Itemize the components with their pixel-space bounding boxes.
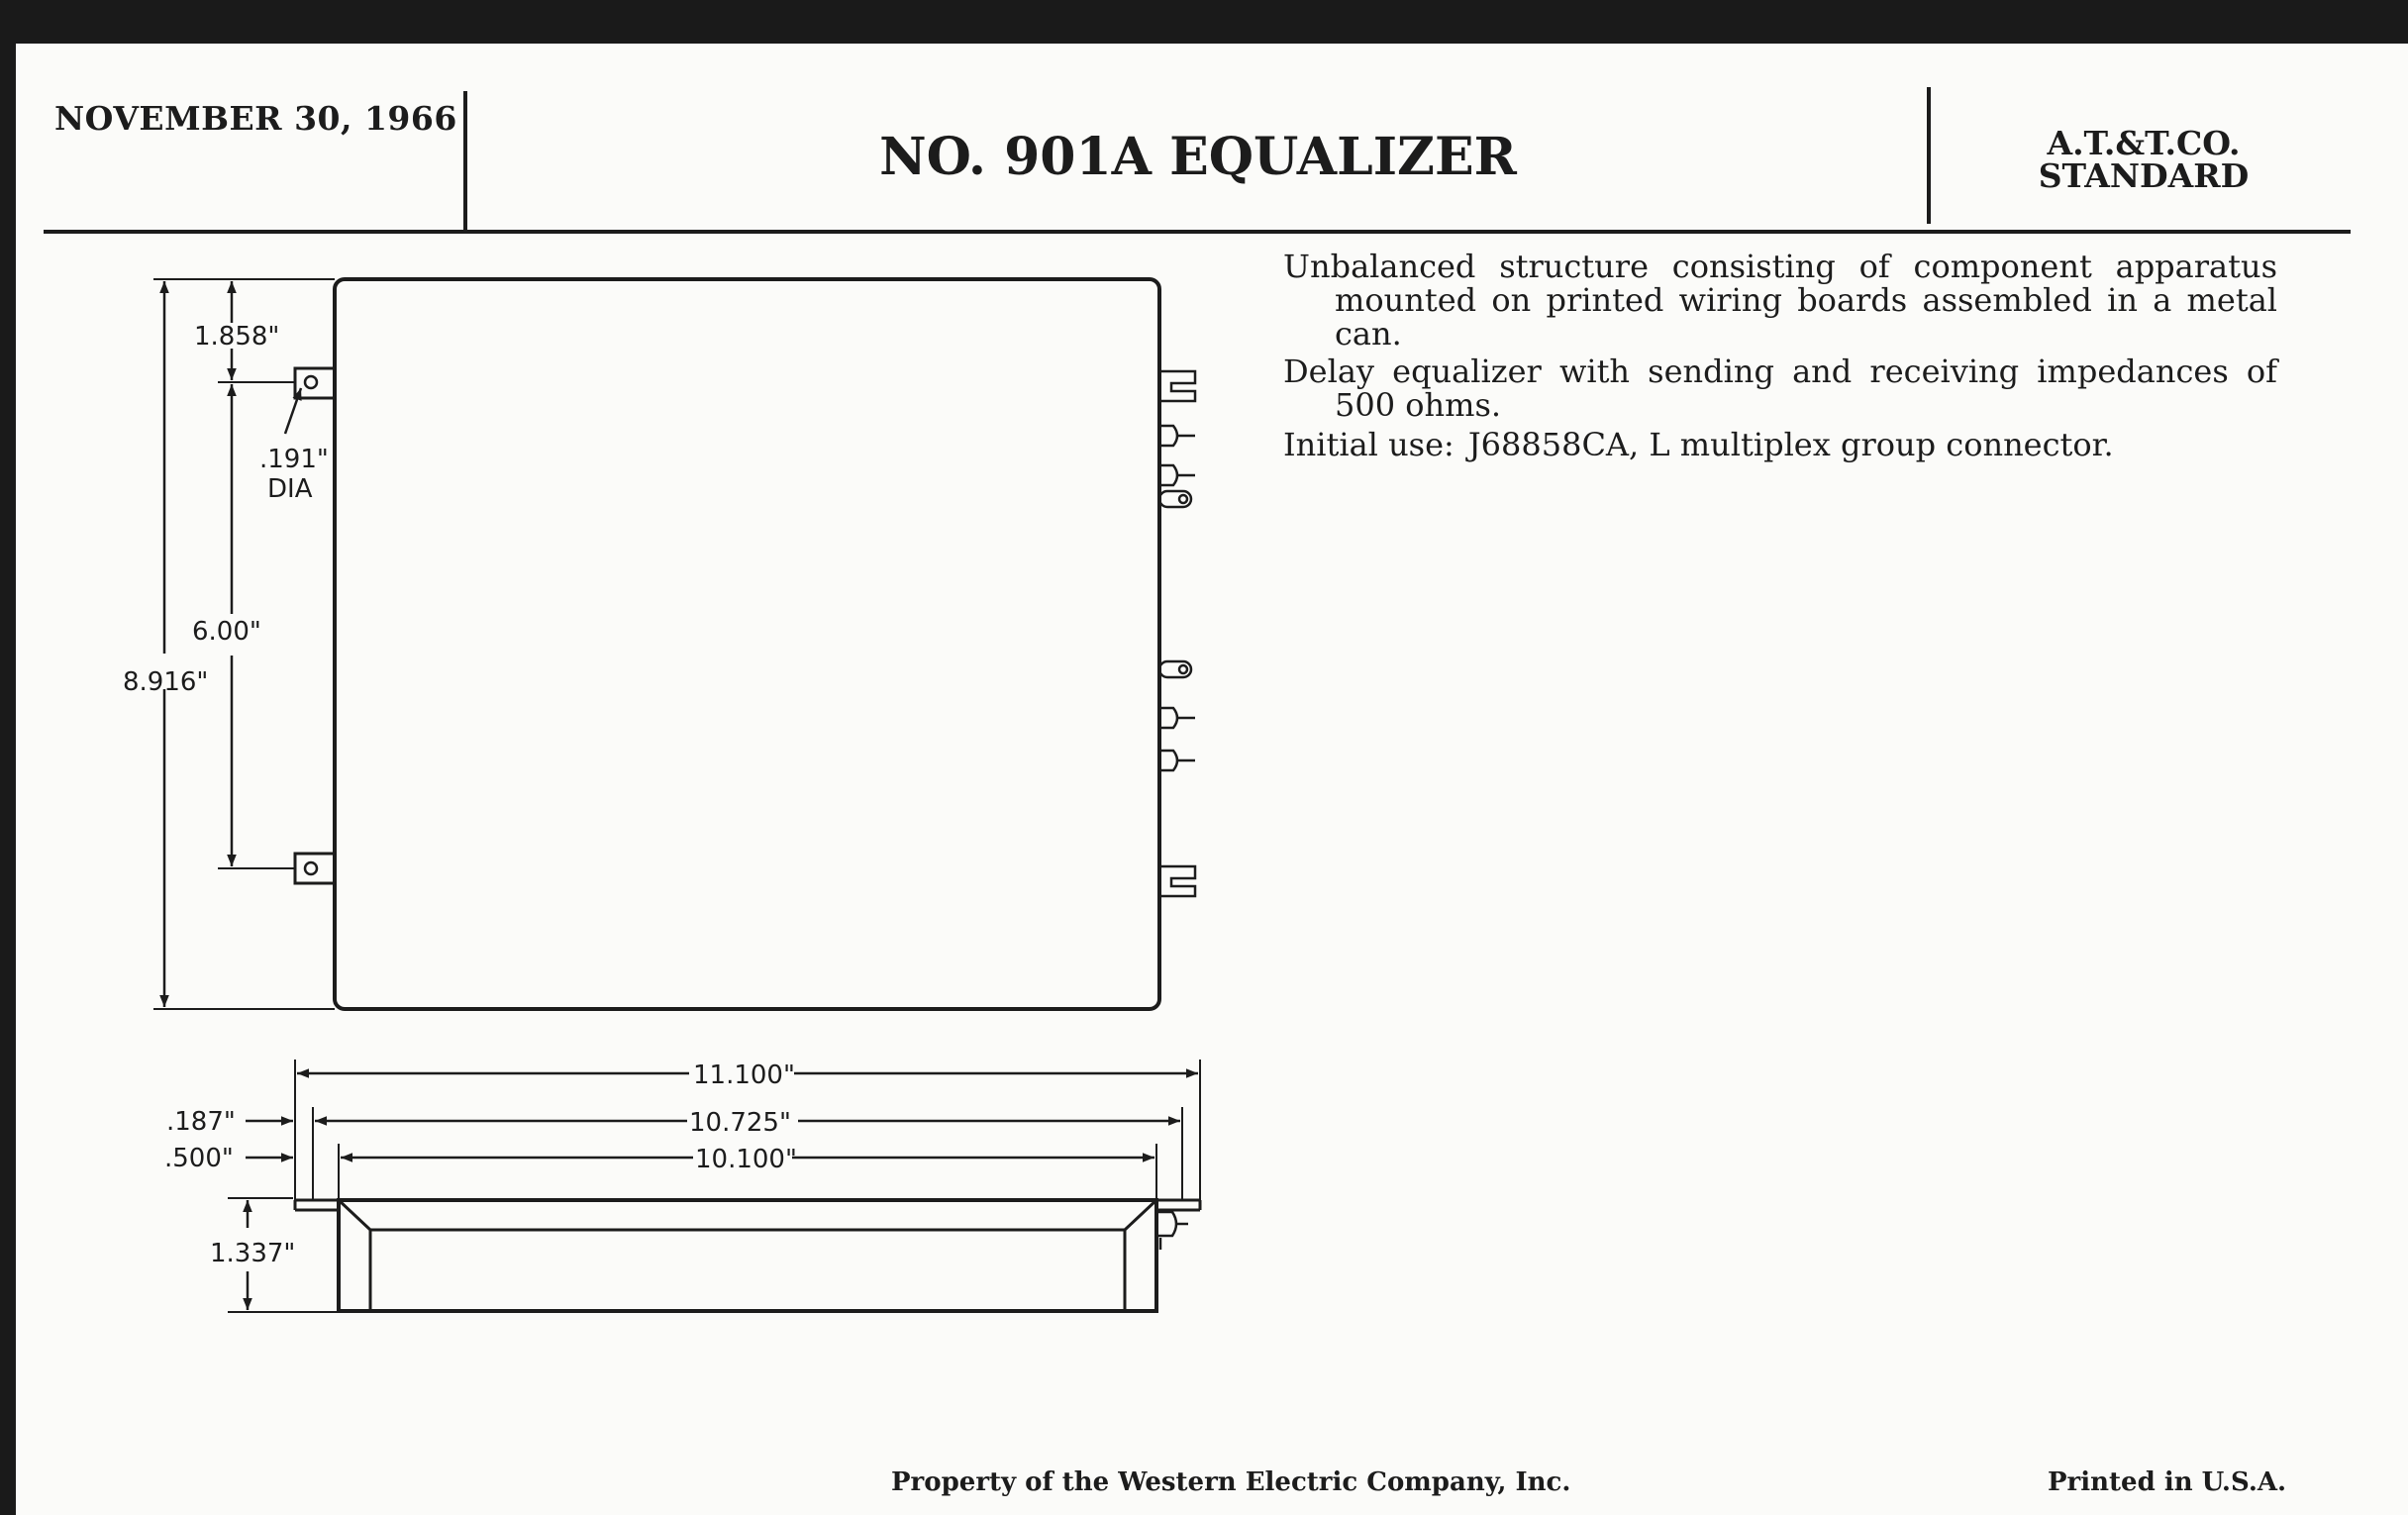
- standard-line2: STANDARD: [2038, 156, 2250, 195]
- can-side-outline: [339, 1200, 1156, 1311]
- initial-use-line: [1283, 428, 2277, 461]
- footer-property: Property of the Western Electric Company, Inc.: [891, 1467, 1571, 1497]
- dim-depth: 1.337": [210, 1239, 296, 1268]
- mounting-hole-lower: [305, 862, 317, 874]
- dim-mid-width: 10.725": [689, 1108, 791, 1138]
- dim-hole-dia-value: .191": [259, 445, 329, 474]
- description-paragraph-1: Unbalanced structure consisting of component apparatus mounted on printed wiring boards assembled in a metal can.: [1283, 248, 2277, 353]
- dim-hole-dia-unit: DIA: [267, 474, 313, 504]
- dim-top-offset: 1.858": [194, 322, 280, 352]
- dim-hole-spacing: 6.00": [192, 617, 261, 647]
- initial-use-value: J68858CA, L multiplex group connector.: [1467, 426, 2114, 463]
- can-top-outline: [335, 279, 1159, 1009]
- dim-inner-width: 10.100": [695, 1145, 797, 1174]
- side-view: [228, 1060, 1200, 1312]
- header-standard: [1931, 124, 2357, 195]
- dim-flange-500: .500": [164, 1144, 234, 1173]
- description-block: [1283, 250, 2277, 465]
- standard-line1: A.T.&T.CO.: [2047, 124, 2241, 162]
- top-view: [153, 279, 1195, 1009]
- dim-overall-width: 11.100": [693, 1060, 795, 1090]
- dim-overall-height: 8.916": [123, 667, 209, 697]
- mounting-tab-upper: [295, 368, 335, 398]
- terminals-right: [1159, 371, 1195, 896]
- initial-use-label: Initial use:: [1283, 426, 1455, 463]
- mounting-tab-lower: [295, 854, 335, 883]
- description-paragraph-2: Delay equalizer with sending and receiving impedances of 500 ohms.: [1283, 353, 2277, 424]
- mounting-hole-upper: [305, 376, 317, 388]
- page-title: NO. 901A EQUALIZER: [879, 127, 1517, 187]
- dim-flange-187: .187": [166, 1107, 236, 1137]
- header-date: NOVEMBER 30, 1966: [54, 99, 457, 138]
- footer-printed: Printed in U.S.A.: [2048, 1467, 2287, 1497]
